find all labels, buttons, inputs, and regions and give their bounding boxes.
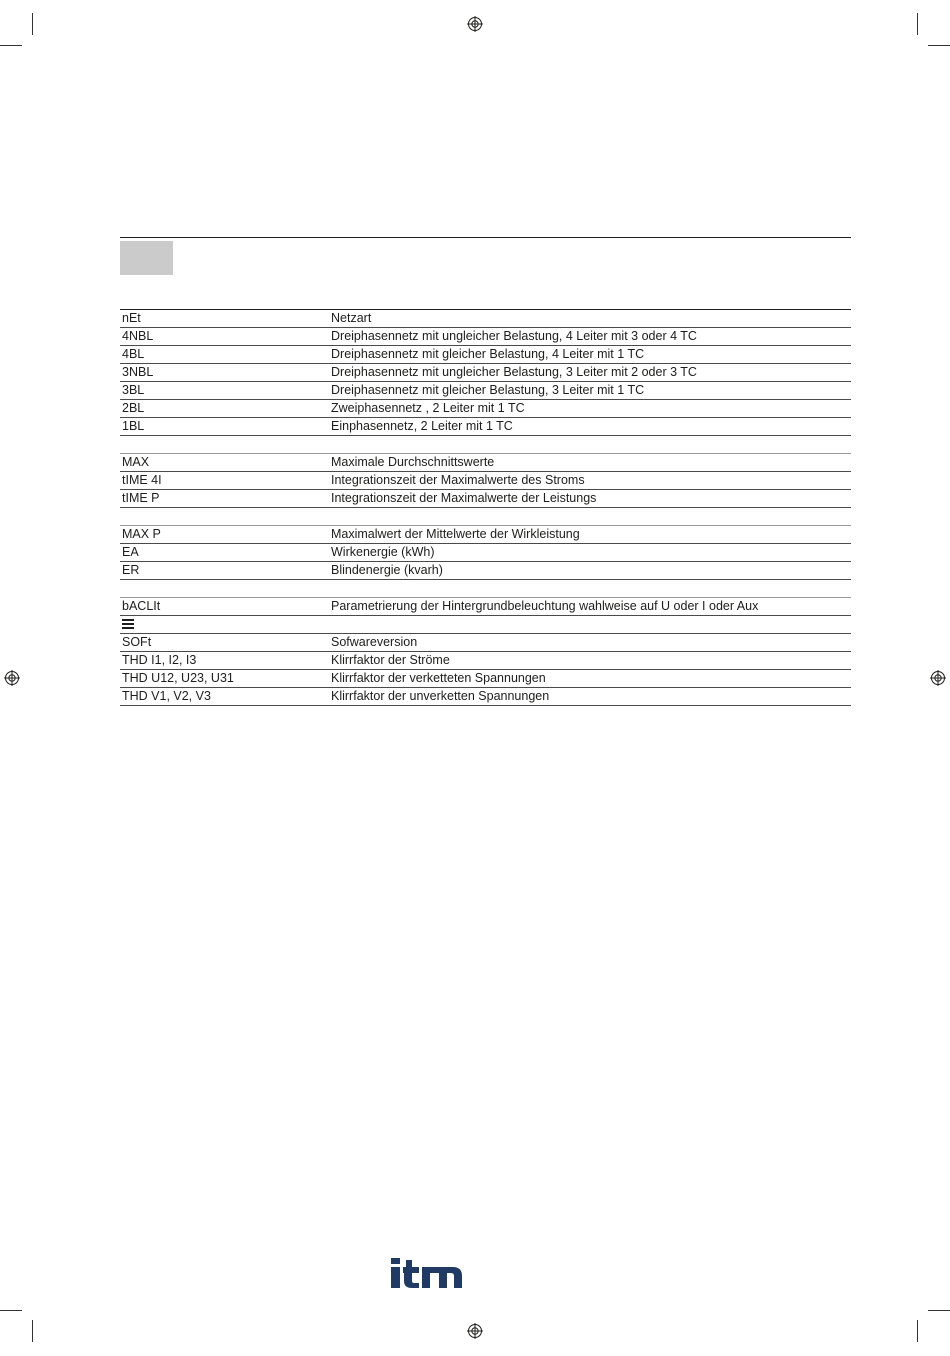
- parameter-description: Maximalwert der Mittelwerte der Wirkleistung: [331, 527, 580, 541]
- table-row: [120, 364, 851, 382]
- crop-mark: [917, 13, 918, 35]
- crop-mark: [0, 45, 22, 46]
- parameter-code: 4BL: [122, 347, 145, 361]
- parameter-code: THD I1, I2, I3: [122, 653, 197, 667]
- registration-mark-icon: [467, 16, 483, 32]
- table-row: [120, 310, 851, 328]
- parameter-description: Dreiphasennetz mit gleicher Belastung, 3 Leiter mit 1 TC: [331, 383, 645, 397]
- itm-logo: [391, 1258, 463, 1290]
- parameter-description: Klirrfaktor der unverketten Spannungen: [331, 689, 550, 703]
- parameter-code: 4NBL: [122, 329, 154, 343]
- parameter-code: THD V1, V2, V3: [122, 689, 211, 703]
- table-row: [120, 652, 851, 670]
- parameter-code: 2BL: [122, 401, 145, 415]
- table-spacer-row: [120, 508, 851, 526]
- registration-mark-icon: [467, 1323, 483, 1339]
- table-row: [120, 418, 851, 436]
- table-row: [120, 490, 851, 508]
- registration-mark-icon: [4, 670, 20, 686]
- section-marker-box: [120, 241, 173, 275]
- parameter-code: MAX: [122, 455, 150, 469]
- menu-icon: [122, 619, 134, 629]
- header-rule: [120, 237, 851, 238]
- table-row: [120, 562, 851, 580]
- parameter-description: Dreiphasennetz mit ungleicher Belastung, 3 Leiter mit 2 oder 3 TC: [331, 365, 697, 379]
- parameter-description: Integrationszeit der Maximalwerte der Leistungs: [331, 491, 597, 505]
- parameter-code: THD U12, U23, U31: [122, 671, 234, 685]
- table-row: [120, 328, 851, 346]
- parameter-code: tIME 4I: [122, 473, 162, 487]
- parameter-description: Wirkenergie (kWh): [331, 545, 435, 559]
- table-row: [120, 670, 851, 688]
- table-row: [120, 688, 851, 706]
- table-spacer-row: [120, 580, 851, 598]
- parameter-description: Blindenergie (kvarh): [331, 563, 443, 577]
- parameter-code: nEt: [122, 311, 141, 325]
- parameter-code: tIME P: [122, 491, 160, 505]
- parameter-description: Klirrfaktor der verketteten Spannungen: [331, 671, 546, 685]
- table-row: [120, 400, 851, 418]
- table-row: [120, 472, 851, 490]
- table-row: [120, 598, 851, 616]
- parameter-description: Maximale Durchschnittswerte: [331, 455, 495, 469]
- parameter-code: 3BL: [122, 383, 145, 397]
- table-row: [120, 382, 851, 400]
- crop-mark: [928, 1310, 950, 1311]
- parameter-description: Zweiphasennetz , 2 Leiter mit 1 TC: [331, 401, 525, 415]
- parameter-code: [120, 616, 331, 633]
- parameter-code: 1BL: [122, 419, 145, 433]
- table-row: [120, 346, 851, 364]
- parameter-table: [120, 309, 851, 706]
- registration-mark-icon: [930, 670, 946, 686]
- crop-mark: [917, 1320, 918, 1342]
- table-row: [120, 544, 851, 562]
- crop-mark: [928, 45, 950, 46]
- parameter-description: Einphasennetz, 2 Leiter mit 1 TC: [331, 419, 513, 433]
- parameter-code: 3NBL: [122, 365, 154, 379]
- parameter-code: EA: [122, 545, 139, 559]
- parameter-description: Netzart: [331, 311, 372, 325]
- parameter-code: bACLIt: [122, 599, 161, 613]
- crop-mark: [32, 1320, 33, 1342]
- crop-mark: [32, 13, 33, 35]
- parameter-description: Integrationszeit der Maximalwerte des Stroms: [331, 473, 585, 487]
- parameter-description: Dreiphasennetz mit gleicher Belastung, 4 Leiter mit 1 TC: [331, 347, 645, 361]
- parameter-code: ER: [122, 563, 140, 577]
- parameter-code: SOFt: [122, 635, 152, 649]
- parameter-description: Dreiphasennetz mit ungleicher Belastung, 4 Leiter mit 3 oder 4 TC: [331, 329, 697, 343]
- parameter-description: Sofwareversion: [331, 635, 418, 649]
- crop-mark: [0, 1310, 22, 1311]
- table-row: [120, 616, 851, 634]
- table-row: [120, 634, 851, 652]
- parameter-code: MAX P: [122, 527, 161, 541]
- table-row: [120, 526, 851, 544]
- parameter-description: Parametrierung der Hintergrundbeleuchtung wahlweise auf U oder I oder Aux: [331, 599, 759, 613]
- table-row: [120, 454, 851, 472]
- parameter-description: Klirrfaktor der Ströme: [331, 653, 450, 667]
- table-spacer-row: [120, 436, 851, 454]
